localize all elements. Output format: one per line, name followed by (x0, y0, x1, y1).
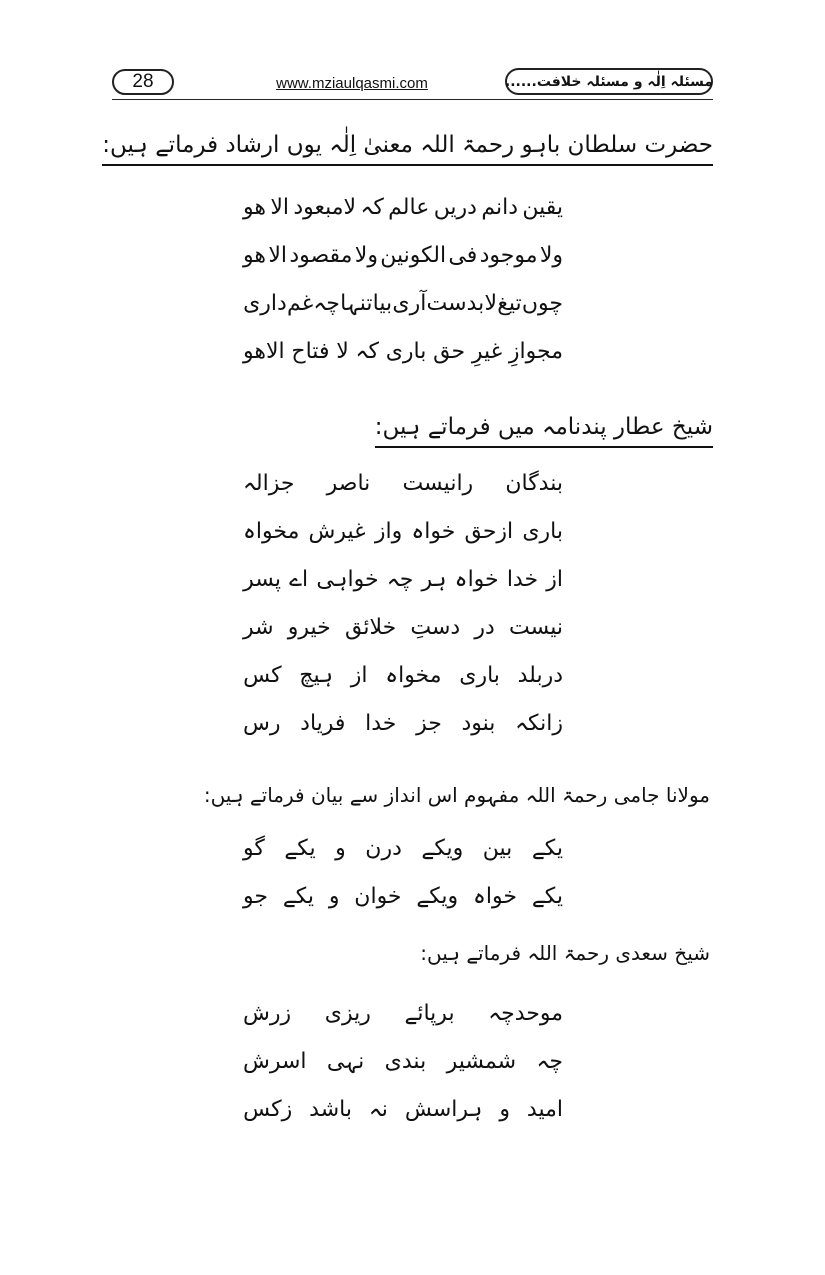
verse-line: مجوازِ غیرِ حق باری کہ لا فتاح الاھو (243, 339, 563, 364)
verse-line: چہ شمشیر بندی نہی اسرش (243, 1049, 563, 1074)
page-header (0, 0, 825, 110)
verse-line: دربلد باری مخواہ از ہیچ کس (243, 663, 563, 688)
section-heading-shaikh-attar: شیخ عطار پندنامہ میں فرماتے ہیں: (375, 410, 713, 448)
header-divider (112, 99, 713, 100)
verse-block-2 (243, 460, 563, 748)
verse-line: باری ازحق خواہ واز غیرش مخواہ (243, 519, 563, 544)
section-heading-shaikh-saadi: شیخ سعدی رحمۃ اللہ فرماتے ہیں: (420, 941, 710, 965)
section-heading-sultan-bahu: حضرت سلطان باہو رحمۃ اللہ معنیٰ اِلٰہ یوں ارشاد فرماتے ہیں: (102, 128, 713, 166)
verse-line: بندگان رانیست ناصر جزالہ (243, 471, 563, 496)
verse-block-4 (243, 990, 563, 1134)
verse-line: از خدا خواہ ہر چہ خواہی اے پسر (243, 567, 563, 592)
verse-line: زانکہ بنود جز خدا فریاد رس (243, 711, 563, 736)
section-heading-maulana-jami: مولانا جامی رحمۃ اللہ مفہوم اس انداز سے بیان فرماتے ہیں: (203, 783, 710, 807)
verse-block-3 (243, 825, 563, 921)
verse-line: یقین دانم دریں عالم کہ لامبعود الا ھو (243, 195, 563, 220)
page-number: 28 (112, 69, 174, 95)
verse-line: ولا موجود فی الکونین ولا مقصود الا ھو (243, 243, 563, 268)
website-link[interactable]: www.mziaulqasmi.com (276, 75, 428, 92)
verse-line: یکے بین ویکے درن و یکے گو (243, 836, 563, 861)
verse-line: یکے خواہ ویکے خوان و یکے جو (243, 884, 563, 909)
verse-block-1 (243, 184, 563, 376)
verse-line: موحدچہ برپائے ریزی زرش (243, 1001, 563, 1026)
verse-line: نیست در دستِ خلائق خیرو شر (243, 615, 563, 640)
verse-line: چوں تیغ لا بدست آری بیا تنہا چہ غم داری (243, 291, 563, 316)
book-title: مسئلہ اِلٰہ و مسئلہ خلافت...... (505, 68, 713, 95)
verse-line: امید و ہراسش نہ باشد زکس (243, 1097, 563, 1122)
